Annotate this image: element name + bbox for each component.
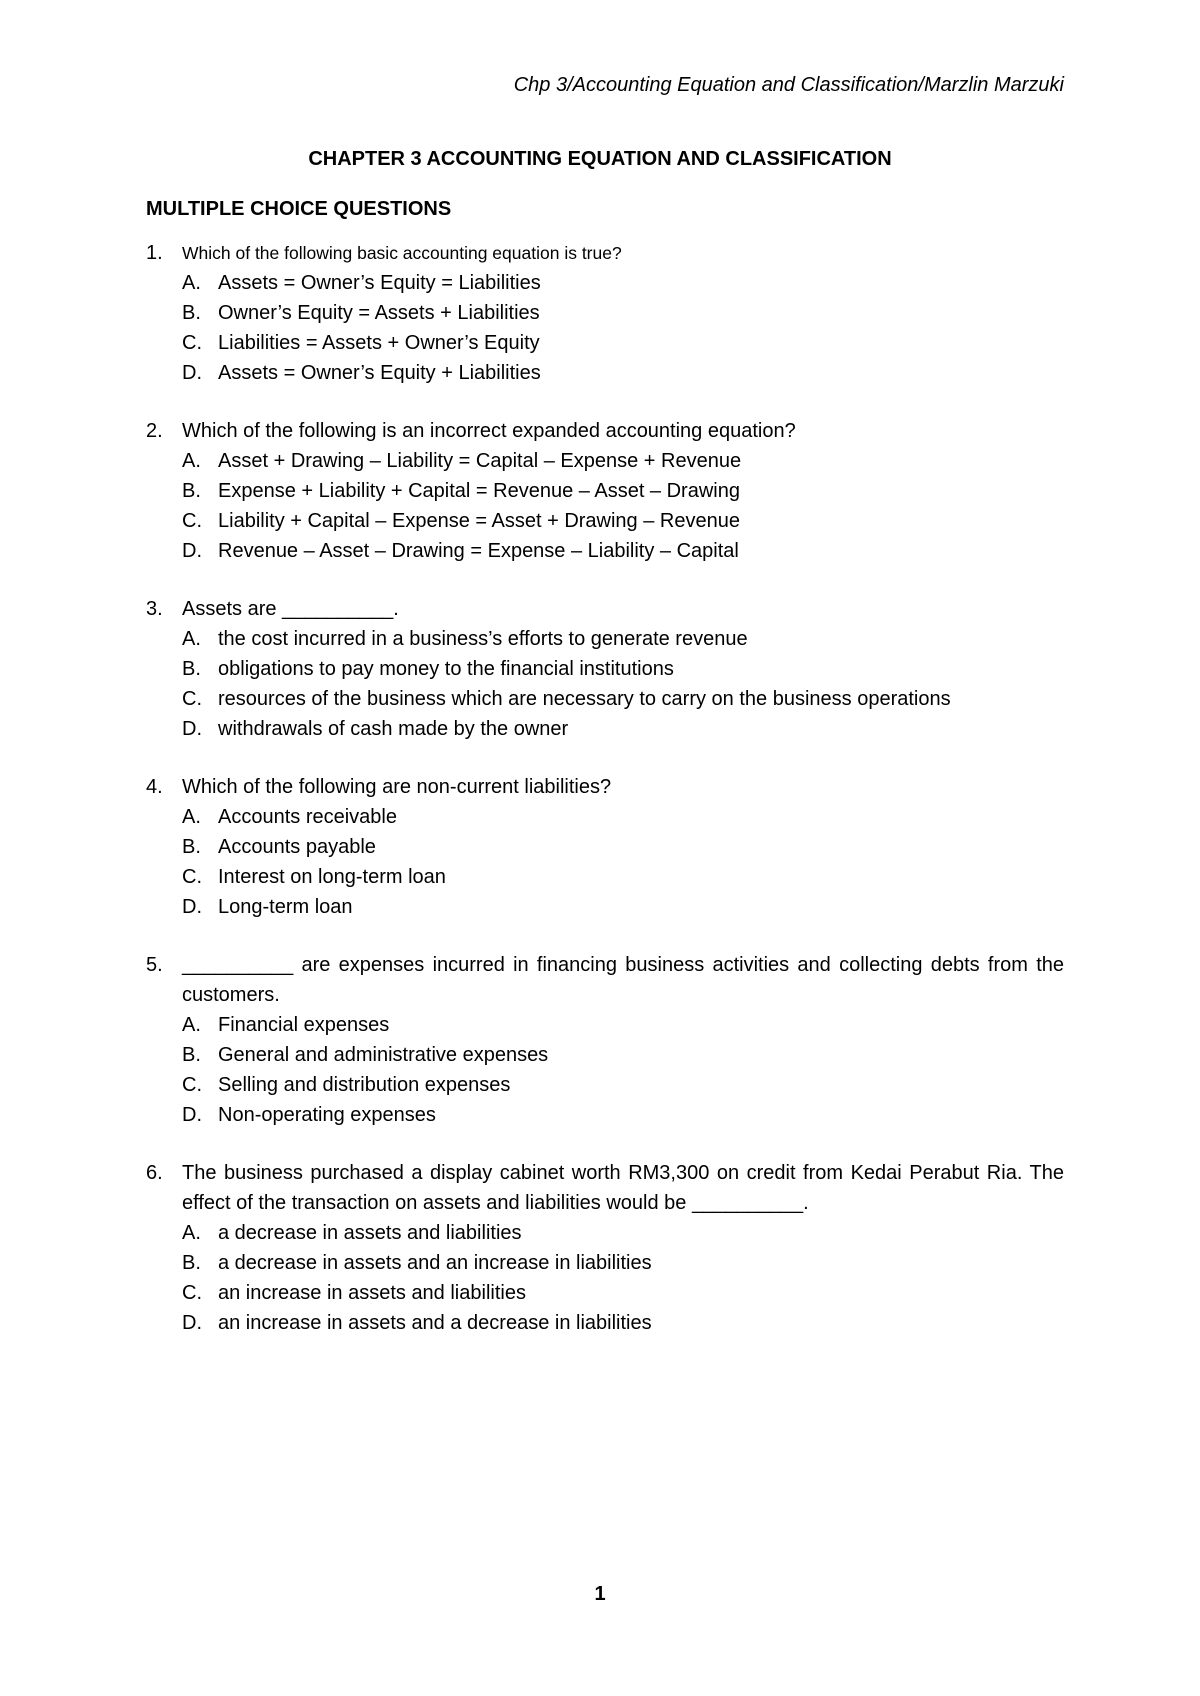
option-text: Assets = Owner’s Equity = Liabilities <box>218 272 541 294</box>
option-letter: C. <box>182 1282 202 1304</box>
question <box>146 416 1064 566</box>
option-letter: D. <box>182 718 202 740</box>
question-number: 4. <box>146 776 163 798</box>
option-letter: A. <box>182 1014 201 1036</box>
chapter-title: CHAPTER 3 ACCOUNTING EQUATION AND CLASSIFICATION <box>308 148 892 170</box>
option-text: Assets = Owner’s Equity + Liabilities <box>218 362 541 384</box>
option-letter: C. <box>182 866 202 888</box>
option <box>182 1010 1064 1040</box>
question-number: 5. <box>146 954 163 976</box>
option <box>182 476 1064 506</box>
question-number: 2. <box>146 420 163 442</box>
option-text: Financial expenses <box>218 1014 390 1036</box>
option-text: withdrawals of cash made by the owner <box>218 718 569 740</box>
option <box>182 1278 1064 1308</box>
option-text: Interest on long-term loan <box>218 866 446 888</box>
running-header: Chp 3/Accounting Equation and Classification/Marzlin Marzuki <box>513 74 1064 96</box>
option <box>182 714 1064 744</box>
option-text: an increase in assets and liabilities <box>218 1282 526 1304</box>
option <box>182 862 1064 892</box>
option-text: Non-operating expenses <box>218 1104 436 1126</box>
question-text: __________ are expenses incurred in financing business activities and collecting debts from the customers. <box>182 954 1064 1006</box>
question <box>146 772 1064 922</box>
option-text: resources of the business which are necessary to carry on the business operations <box>218 688 951 710</box>
option-text: Accounts receivable <box>218 806 397 828</box>
question-text: Which of the following basic accounting equation is true? <box>182 243 622 263</box>
question-text: The business purchased a display cabinet worth RM3,300 on credit from Kedai Perabut Ria. The effect of the transaction on assets and liabilities would be __________. <box>182 1162 1064 1214</box>
option-letter: D. <box>182 1104 202 1126</box>
option-letter: A. <box>182 450 201 472</box>
question-text: Which of the following are non-current liabilities? <box>182 776 612 798</box>
option <box>182 1248 1064 1278</box>
option-letter: A. <box>182 272 201 294</box>
option-text: Revenue – Asset – Drawing = Expense – Liability – Capital <box>218 540 739 562</box>
option-text: Accounts payable <box>218 836 376 858</box>
option <box>182 506 1064 536</box>
option <box>182 624 1064 654</box>
option-text: Liability + Capital – Expense = Asset + Drawing – Revenue <box>218 510 740 532</box>
option <box>182 446 1064 476</box>
question-list <box>146 238 1064 1366</box>
option <box>182 832 1064 862</box>
option <box>182 1218 1064 1248</box>
option-letter: A. <box>182 628 201 650</box>
question <box>146 1158 1064 1338</box>
option-text: Expense + Liability + Capital = Revenue – Asset – Drawing <box>218 480 740 502</box>
option-text: obligations to pay money to the financial institutions <box>218 658 674 680</box>
option-letter: D. <box>182 896 202 918</box>
option-text: General and administrative expenses <box>218 1044 549 1066</box>
option <box>182 802 1064 832</box>
option <box>182 1308 1064 1338</box>
option-text: Asset + Drawing – Liability = Capital – Expense + Revenue <box>218 450 742 472</box>
option-letter: B. <box>182 1252 201 1274</box>
option-letter: B. <box>182 658 201 680</box>
option-letter: B. <box>182 836 201 858</box>
option-letter: D. <box>182 1312 202 1334</box>
option-letter: A. <box>182 806 201 828</box>
question-number: 3. <box>146 598 163 620</box>
option-text: Owner’s Equity = Assets + Liabilities <box>218 302 540 324</box>
option-text: the cost incurred in a business’s efforts to generate revenue <box>218 628 748 650</box>
section-heading: MULTIPLE CHOICE QUESTIONS <box>146 198 452 220</box>
option-letter: D. <box>182 540 202 562</box>
option <box>182 358 1064 388</box>
question <box>146 950 1064 1130</box>
option-letter: C. <box>182 688 202 710</box>
question <box>146 594 1064 744</box>
option <box>182 328 1064 358</box>
option-text: a decrease in assets and an increase in liabilities <box>218 1252 652 1274</box>
question-number: 6. <box>146 1162 163 1184</box>
option <box>182 684 1064 714</box>
option <box>182 1070 1064 1100</box>
option-letter: D. <box>182 362 202 384</box>
option-text: Liabilities = Assets + Owner’s Equity <box>218 332 540 354</box>
option-text: a decrease in assets and liabilities <box>218 1222 522 1244</box>
page-number: 1 <box>594 1583 606 1605</box>
option-letter: B. <box>182 302 201 324</box>
question <box>146 238 1064 388</box>
option-letter: C. <box>182 1074 202 1096</box>
option-text: an increase in assets and a decrease in liabilities <box>218 1312 652 1334</box>
option <box>182 892 1064 922</box>
question-text: Which of the following is an incorrect expanded accounting equation? <box>182 420 796 442</box>
option <box>182 536 1064 566</box>
option-text: Long-term loan <box>218 896 353 918</box>
option-letter: B. <box>182 1044 201 1066</box>
option <box>182 268 1064 298</box>
option-text: Selling and distribution expenses <box>218 1074 511 1096</box>
option <box>182 1040 1064 1070</box>
option <box>182 1100 1064 1130</box>
option <box>182 654 1064 684</box>
option-letter: A. <box>182 1222 201 1244</box>
option <box>182 298 1064 328</box>
option-letter: C. <box>182 332 202 354</box>
option-letter: B. <box>182 480 201 502</box>
question-text: Assets are __________. <box>182 598 399 620</box>
option-letter: C. <box>182 510 202 532</box>
question-number: 1. <box>146 242 163 264</box>
